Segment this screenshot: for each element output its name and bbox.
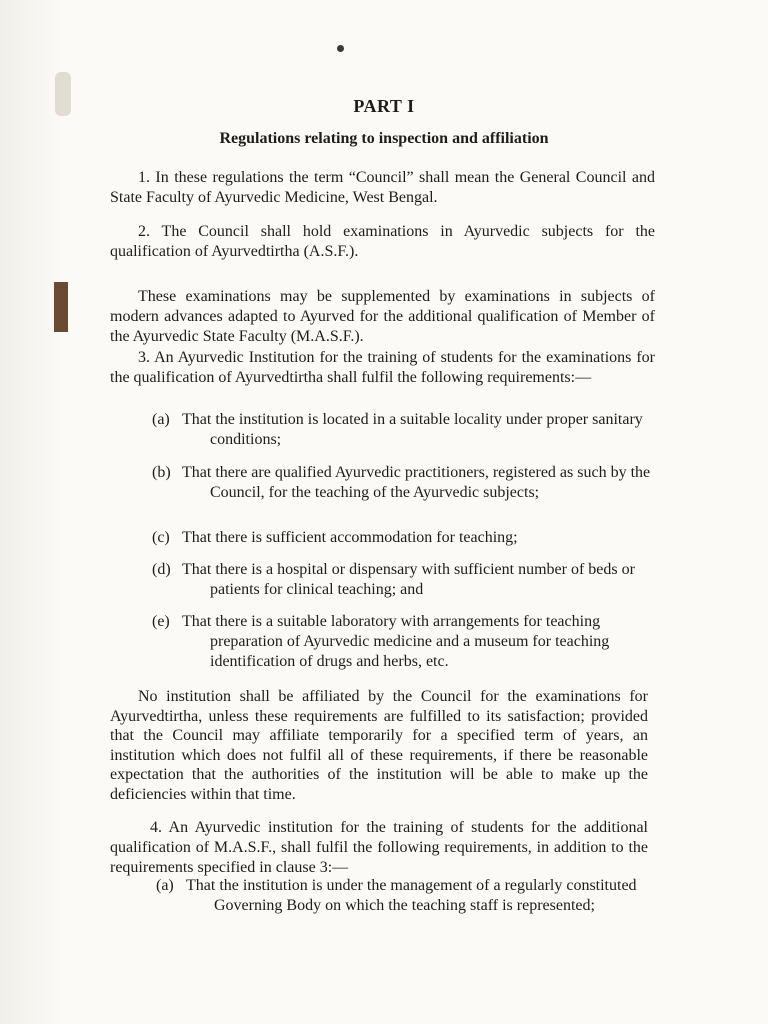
item-label: (a)	[156, 877, 174, 894]
paragraph-1: 1. In these regulations the term “Council” shall mean the General Council and State Faculty of Ayurvedic Medicine, West Bengal.	[110, 169, 655, 206]
clause3-item-e	[152, 612, 652, 672]
clause3-item-b	[152, 463, 652, 503]
item-label: (c)	[152, 529, 170, 546]
item-label: (b)	[152, 464, 171, 481]
item-label: (a)	[152, 411, 170, 428]
clause3-item-d	[152, 560, 652, 600]
item-text: That there are qualified Ayurvedic practitioners, registered as such by the Council, for the teaching of the Ayurvedic subjects;	[182, 464, 651, 501]
binding-tape	[54, 282, 68, 332]
paragraph-affiliation-condition: No institution shall be affiliated by the Council for the examinations for Ayurvedtirtha, unless these requirements are fulfilled to its satisfaction; provided that the Council may affiliate temporarily for a specified term of years, an institution which does not fulfil all of these requirements, if there be reasonable expectation that the authorities of the institution will be able to make up the deficiencies within that time.	[110, 688, 648, 803]
part-heading: PART I	[353, 96, 415, 116]
page-edge-shadow	[0, 0, 60, 1024]
section-subheading: Regulations relating to inspection and affiliation	[219, 130, 549, 147]
paragraph-3: 3. An Ayurvedic Institution for the training of students for the examinations for the qualification of Ayurvedtirtha shall fulfil the following requirements:—	[110, 349, 655, 386]
item-label: (d)	[152, 561, 171, 578]
item-label: (e)	[152, 613, 170, 630]
item-text: That the institution is located in a suitable locality under proper sanitary conditions;	[182, 411, 643, 448]
paragraph-2: 2. The Council shall hold examinations in Ayurvedic subjects for the qualification of Ayurvedtirtha (A.S.F.).	[110, 223, 655, 260]
clause3-item-c	[152, 528, 652, 548]
paragraph-4: 4. An Ayurvedic institution for the training of students for the additional qualification of M.A.S.F., shall fulfil the following requirements, in addition to the requirements specified in clause 3:—	[110, 819, 648, 876]
ink-dot	[337, 45, 344, 52]
item-text: That there is a hospital or dispensary with sufficient number of beds or patients for clinical teaching; and	[182, 561, 635, 598]
item-text: That the institution is under the management of a regularly constituted Governing Body on which the teaching staff is represented;	[186, 877, 637, 914]
clause3-item-a	[152, 410, 652, 450]
item-text: That there is sufficient accommodation for teaching;	[182, 529, 518, 546]
item-text: That there is a suitable laboratory with arrangements for teaching preparation of Ayurvedic medicine and a museum for teaching identification of drugs and herbs, etc.	[182, 613, 610, 670]
paragraph-supplementary-exams: These examinations may be supplemented by examinations in subjects of modern advances adapted to Ayurved for the additional qualification of Member of the Ayurvedic State Faculty (M.A.S.F.).	[110, 288, 655, 345]
clause4-item-a	[156, 876, 648, 916]
